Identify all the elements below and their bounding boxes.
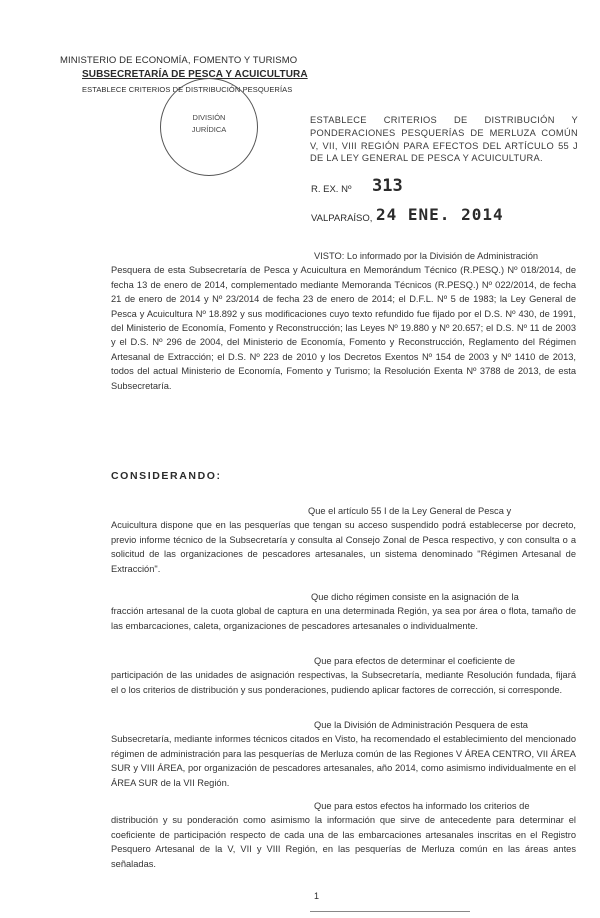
paragraph-body: distribución y su ponderación como asimismo la información que sirve de antecedente para determinar el coeficiente de participación respecto de cada una de las embarcaciones artesanales inscritas en el Registro Pesquero Artesanal de la V, VII y VIII Región, en las pesquerías de Merluza común en las áreas antes señaladas.: [111, 815, 576, 869]
paragraph-first-line: Que para estos efectos ha informado los criterios de: [314, 801, 530, 811]
header-subtitle: ESTABLECE CRITERIOS DE DISTRIBUCIÓN PESQUERÍAS: [82, 85, 293, 94]
considerando-title: CONSIDERANDO:: [111, 470, 222, 482]
resolution-number-label: R. EX. Nº: [311, 184, 352, 195]
stamp-line-2: JURÍDICA: [191, 125, 227, 134]
paragraph-body: participación de las unidades de asignación respectivas, la Subsecretaría, mediante Resolución fundada, fijará el o los criterios de distribución y sus ponderaciones, pudiendo aplicar factores de corrección, si corresponde.: [111, 670, 576, 695]
page-number: 1: [314, 891, 320, 901]
visto-first-line: VISTO: Lo informado por la División de Administración: [314, 251, 539, 261]
paragraph-body: Acuicultura dispone que en las pesquerías que tengan su acceso suspendido podrá establecerse por decreto, previo informe técnico de la Subsecretaría y consulta al Consejo Zonal de Pesca respectivo, y con consulta o a solicitud de las organizaciones de pescadores artesanales, un sistema denominado "Régimen Artesanal de Extracción".: [111, 520, 576, 574]
ministry-name: MINISTERIO DE ECONOMÍA, FOMENTO Y TURISMO: [60, 55, 298, 66]
stamp-line-1: DIVISIÓN: [192, 113, 226, 122]
considerando-paragraph-4: [111, 718, 576, 790]
resolution-topic: ESTABLECE CRITERIOS DE DISTRIBUCIÓN Y PONDERACIONES PESQUERÍAS DE MERLUZA COMÚN V, VII, VIII REGIÓN PARA EFECTOS DEL ARTÍCULO 55 J DE LA LEY GENERAL DE PESCA Y ACUICULTURA.: [310, 115, 578, 164]
considerando-paragraph-2: [111, 590, 576, 633]
footer-rule: [310, 911, 470, 912]
considerando-paragraph-5: [111, 799, 576, 871]
division-stamp: [160, 78, 258, 176]
visto-paragraph: [111, 249, 576, 393]
paragraph-body: Subsecretaría, mediante informes técnicos citados en Visto, ha recomendado el establecimiento del mencionado régimen de administración para las pesquerías de Merluza común de las Regiones V ÁREA CENTRO, VII ÁREA SUR y VIII ÁREA, por organización de pescadores artesanales, año 2014, como asimismo individualmente en el ÁREA SUR de la VII Región.: [111, 734, 576, 788]
paragraph-first-line: Que para efectos de determinar el coeficiente de: [314, 656, 516, 666]
considerando-paragraph-1: [111, 504, 576, 576]
paragraph-first-line: Que el artículo 55 I de la Ley General de Pesca y: [308, 506, 512, 516]
considerando-paragraph-3: [111, 654, 576, 697]
place-label: VALPARAÍSO,: [311, 213, 373, 224]
resolution-number: 313: [372, 176, 403, 196]
paragraph-first-line: Que la División de Administración Pesquera de esta: [314, 720, 528, 730]
visto-body: Pesquera de esta Subsecretaría de Pesca y Acuicultura en Memorándum Técnico (R.PESQ.) Nº 018/2014, de fecha 13 de enero de 2014, complementado mediante Memoranda Técnicos (R.PESQ.) Nº 022/2014, de fecha 21 de enero de 2014 y Nº 23/2014 de fecha 23 de enero de 2014; el D.F.L. Nº 5 de 1983; la Ley General de Pesca y Acuicultura Nº 18.892 y sus modificaciones cuyo texto refundido fue fijado por el D.S. Nº 430, de 1991, del Ministerio de Economía, Fomento y Reconstrucción; las Leyes Nº 19.880 y Nº 20.657; el D.S. Nº 11 de 2003 y el D.S. Nº 296 de 2004, del Ministerio de Economía, Fomento y Reconstrucción, Reglamento del Régimen Artesanal de Extracción; el D.S. Nº 223 de 2010 y los Decretos Exentos Nº 154 de 2003 y Nº 1410 de 2013, todos del actual Ministerio de Economía, Fomento y Turismo; la Resolución Exenta Nº 3788 de 2013, de esta Subsecretaría.: [111, 265, 576, 391]
paragraph-body: fracción artesanal de la cuota global de captura en una determinada Región, ya sea por área o flota, tamaño de las embarcaciones, caleta, organizaciones de pescadores artesanales o individualmente.: [111, 606, 576, 631]
paragraph-first-line: Que dicho régimen consiste en la asignación de la: [311, 592, 519, 602]
subsecretaria-name: SUBSECRETARÍA DE PESCA Y ACUICULTURA: [82, 69, 308, 80]
resolution-date: 24 ENE. 2014: [376, 205, 504, 224]
